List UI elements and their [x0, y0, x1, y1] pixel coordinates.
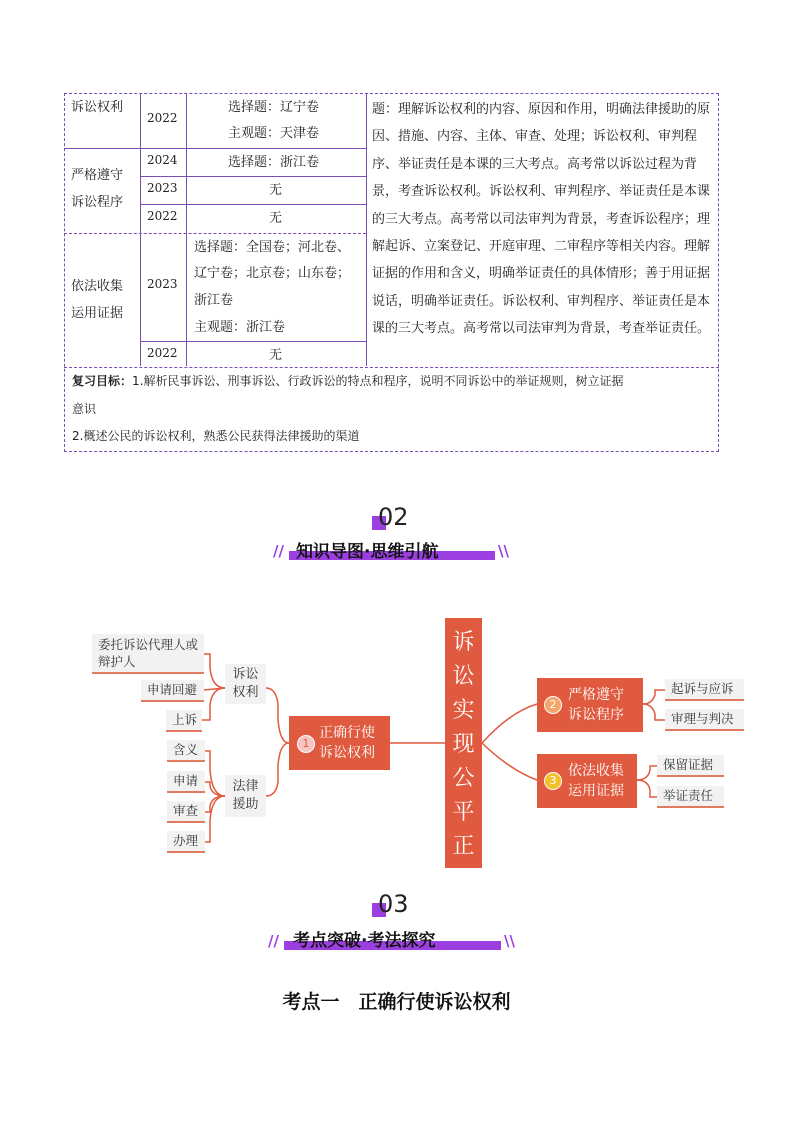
- exam-cell: 无: [269, 183, 283, 198]
- center-title-char: 实: [452, 698, 475, 723]
- mindmap-center-node: [445, 618, 482, 893]
- analysis-text: 题：理解诉讼权利的内容、原因和作用，明确法律援助的原因、措施、内容、主体、审查、处理；诉讼权利、审判程序、举证责任是本课的三大考点。高考常以诉讼过程为背景，考查诉讼权利。诉讼权利、审判程序、举证责任是本课的三大考点。高考常以司法审判为背景，考查诉讼程序；理解起诉、立案登记、开庭审理、二审程序等相关内容。理解证据的作用和含义，明确举证责任的具体情形；善于用证据说话，明确举证责任。诉讼权利、审判程序、举证责任是本课的三大考点。高考常以司法审判为背景，考查举证责任。: [372, 102, 711, 337]
- section-title: 考点突破·考法探究: [293, 931, 436, 951]
- goal-label: 复习目标：: [72, 374, 133, 388]
- topic-cell: 严格遵守: [71, 168, 124, 183]
- slash-decoration: //: [268, 932, 279, 950]
- sub-node-label: 权利: [232, 685, 259, 700]
- exam-cell: 辽宁卷；北京卷；山东卷；: [194, 266, 351, 281]
- slash-decoration: \\: [498, 542, 509, 560]
- branch-number-badge: 3: [544, 772, 562, 790]
- center-title-char: 诉: [452, 630, 475, 655]
- center-title-char: 义: [452, 868, 475, 893]
- leaf-node: 审理与判决: [665, 709, 744, 731]
- exam-cell: 选择题：辽宁卷: [228, 100, 320, 115]
- topic-cell: 依法收集: [71, 279, 124, 294]
- topic-cell: 诉讼权利: [71, 100, 124, 115]
- section-number: 02: [378, 503, 409, 531]
- branch-label: 依法收集: [568, 763, 624, 779]
- leaf-node: 保留证据: [657, 755, 724, 777]
- leaf-node: 起诉与应诉: [665, 679, 744, 701]
- topic-cell: 诉讼程序: [71, 195, 124, 210]
- branch-label: 正确行使: [319, 725, 375, 741]
- center-title-char: 讼: [452, 664, 475, 689]
- goal-text: 1.解析民事诉讼、刑事诉讼、行政诉讼的特点和程序，说明不同诉讼中的举证规则，树立证据: [132, 374, 624, 388]
- leaf-node: 申请回避: [141, 680, 204, 702]
- leaf-node: 办理: [167, 831, 205, 853]
- year-cell: 2022: [147, 209, 178, 223]
- goal-line: 2.概述公民的诉讼权利，熟悉公民获得法律援助的渠道: [72, 429, 360, 443]
- exam-cell: 选择题：浙江卷: [228, 155, 320, 170]
- exam-cell: 主观题：天津卷: [228, 126, 320, 141]
- exam-cell: 主观题：浙江卷: [194, 320, 286, 335]
- slash-decoration: \\: [504, 932, 515, 950]
- leaf-node: 含义: [167, 740, 205, 762]
- sub-node-litigation-rights: [225, 664, 266, 704]
- branch-label: 严格遵守: [568, 687, 624, 703]
- exam-cell: 浙江卷: [194, 293, 234, 308]
- center-title-char: 平: [452, 800, 475, 825]
- center-title-char: 公: [452, 766, 475, 791]
- year-cell: 2024: [147, 153, 178, 167]
- branch-number-badge: 1: [297, 735, 315, 753]
- sub-node-label: 法律: [232, 779, 259, 794]
- exam-cell: 选择题：全国卷；河北卷、: [194, 240, 351, 255]
- goal-line: 意识: [72, 402, 97, 416]
- year-cell: 2023: [147, 181, 178, 195]
- sub-node-legal-aid: [225, 775, 266, 817]
- branch-number-badge: 2: [544, 696, 562, 714]
- leaf-node: 举证责任: [657, 786, 724, 808]
- leaf-node: 审查: [167, 801, 205, 823]
- exam-point-heading: 考点一 正确行使诉讼权利: [282, 991, 511, 1013]
- year-cell: 2023: [147, 277, 178, 291]
- center-title-char: 正: [452, 834, 475, 859]
- section-number: 03: [378, 890, 409, 918]
- branch-label: 运用证据: [568, 783, 624, 799]
- exam-cell: 无: [269, 211, 283, 226]
- year-cell: 2022: [147, 346, 178, 360]
- branch-label: 诉讼权利: [319, 745, 375, 761]
- sub-node-label: 诉讼: [232, 667, 259, 682]
- leaf-node: 上诉: [166, 710, 202, 732]
- section-title: 知识导图·思维引航: [296, 542, 439, 562]
- slash-decoration: //: [273, 542, 284, 560]
- center-title-char: 现: [452, 732, 475, 757]
- topic-cell: 运用证据: [71, 306, 124, 321]
- branch-label: 诉讼程序: [568, 707, 624, 723]
- sub-node-label: 援助: [232, 797, 259, 812]
- year-cell: 2022: [147, 111, 178, 125]
- leaf-node: 申请: [167, 771, 205, 793]
- exam-cell: 无: [269, 348, 283, 363]
- leaf-node: 委托诉讼代理人或辩护人: [92, 634, 204, 674]
